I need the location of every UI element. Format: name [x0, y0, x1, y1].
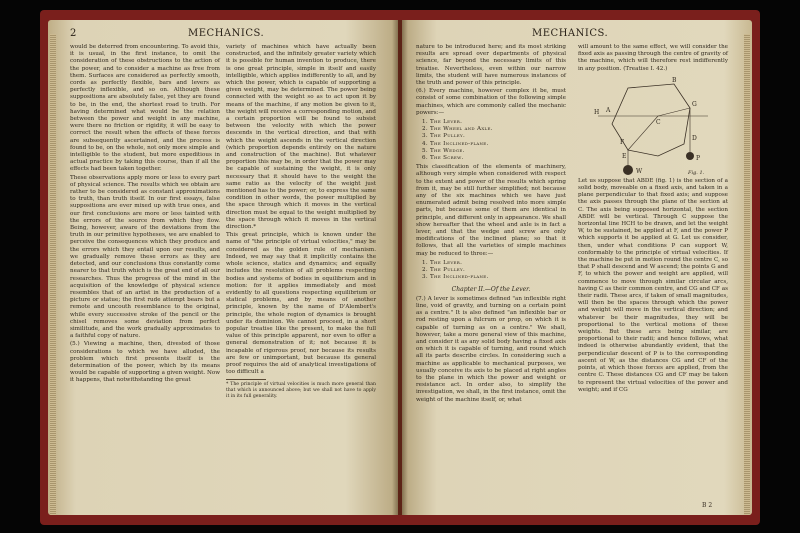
paragraph: This classification of the elements of machinery, although very simple when considered with respect to the extent and power of the results which spring from it, may be still further simplified; not because any of the six machines which we have just enumerated admit being resolved into more simple parts, but because some of them are identical in principle, and different only in appearance. We shall show hereafter that the wheel and axle is in fact a lever, and that the wedge and screw are only modifications of the inclined plane; so that it follows, that all the varieties of simple machines may be reduced to three:—	[416, 164, 566, 257]
chapter-heading: Chapter II.—Of the Lever.	[451, 285, 531, 293]
left-column-2	[226, 44, 376, 401]
paragraph: nature to be introduced here; and its most striking results are spread over departments of physical science, far beyond the necessary limits of this treatise. Nevertheless, even within our narrow limits, the student will have numerous instances of the truth and power of this principle.	[416, 44, 566, 87]
right-column-1	[416, 44, 566, 405]
paragraph: will amount to the same effect, we will consider the fixed axis as passing through the centre of gravity of the machine, which will therefore rest indifferently in any position. (Treatise I. 42.)	[578, 44, 728, 72]
paragraph: variety of machines which have actually been constructed, and the infinitely greater variety which it is possible for human invention to produce, there is one great principle, simple in itself and easily intelligible, which applies indifferently to all, and by which the power, which is capable of supporting a given weight, may be determined. The power being connected with the weight so as to act upon it by means of the machine, if any motion be given to it, the weight will receive a corresponding motion, and a certain proportion will be found to subsist between the velocity with which the power descends in the vertical direction, and that with which the weight ascends in the vertical direction (which proportion depends entirely on the nature and construction of the machine). But whatever proportion this may be, in order that the power may be capable of sustaining the weight, it is only necessary that it should have to the weight the same ratio as the velocity of the weight just mentioned has to the power; or, to express the same condition in other words, the power multiplied by the space through which it moves in the vertical direction must be equal to the weight multiplied by the space through which it moves in the vertical direction.*	[226, 44, 376, 231]
figure-label: C	[656, 118, 661, 126]
list-item: 3. The Pulley.	[422, 133, 466, 140]
list-item: 6. The Screw.	[422, 155, 464, 162]
paragraph: Let us suppose that ABDE (fig. 1) is the section of a solid body, moveable on a fixed axis, and taken in a plane perpendicular to that fixed axis; and suppose the axis passes through the plane of the section at C. The axis being supposed horizontal, the section ABDE will be vertical. Through C suppose the horizontal line HCH to be drawn, and let the weight W, to be sustained, be applied at F, and the power P which supports it be applied at G. Let us consider, then, under what conditions P can support W, conformably to the principle of virtual velocities. If the machine be put in motion round the centre C, so that P shall descend and W ascend; the points G and F, to which the power and weight are applied, will commence to move through similar circular arcs, having C as their common centre, and CG and CF as their radii. These arcs, if taken of small magnitudes, will then be the spaces through which the power and weight will move in the vertical direction; and whatever be their magnitudes, they will be proportional to the vertical motions of these weights. But these arcs being similar, are proportional to their radii; and hence follows, what indeed is otherwise abundantly evident, that the perpendicular descent of P is to the corresponding ascent of W, as the distances CG and CF of the points, at which those forces are applied, from the centre C. These distances CG and CF may be taken to represent the virtual velocities of the power and weight; and if CG	[578, 177, 728, 393]
list-item: 1. The Lever.	[422, 259, 463, 266]
paragraph: (7.) A lever is sometimes defined "an inflexible right line, void of gravity, and turning on a certain point as a centre." It is also defined "an inflexible bar or rod resting upon a fulcrum or prop, on which it is capable of turning as on a centre." We shall, however, take a more general view of this machine, and consider it as any solid body having a fixed axis on which it is capable of turning, and round which all its parts describe circles. In considering such a machine as applicable to mechanical purposes, we usually conceive its axis to be placed at right angles to the plane in which the power and weight or resistance act. In order also, to simplify the investigation, we shall, in the first instance, omit the weight of the machine itself, or, what	[416, 295, 566, 403]
paragraph: (5.) Viewing a machine, then, divested of those considerations to which we have alluded, the problem which first presents itself is the determination of the power, which by its means would be capable of supporting a given weight. Now it happens, that notwithstanding the great	[70, 341, 220, 384]
list-item: 3. The Inclined-plane.	[422, 274, 489, 281]
signature-mark: B 2	[702, 502, 713, 509]
figure-area	[578, 74, 728, 178]
left-page	[48, 20, 398, 515]
paragraph: This great principle, which is known under the name of "the principle of virtual velocities," may be considered as the golden rule of mechanism. Indeed, we may say that it implicitly contains the whole science, statics and dynamics; and equally includes the resolution of all problems respecting bodies and systems of bodies in equilibrium and in motion: for it applies immediately and most evidently to all questions respecting equilibrium or statical problems, and by means of another principle, known by the name of D'Alembert's principle, the whole region of dynamics is brought under its dominion. We cannot proceed, in a short popular treatise like the present, to make the full value of this principle apparent, nor even to offer a general demonstration of it; not because it is incapable of rigorous proof, nor because its results are few or unimportant, but because its general proof requires the aid of analytical investigations of too difficult a	[226, 232, 376, 376]
book-gutter	[392, 20, 408, 515]
left-page-edges	[50, 34, 56, 515]
paragraph: These observations apply more or less to every part of physical science. The results which we obtain are rather to be considered as constant approximations to truth, than truth itself. In our first essays, false suppositions are ever mixed up with true ones, and our first conclusions are more or less tainted with the errors of the source from which they flow. Being, however, aware of the deviations from the truth in our primitive hypotheses, we are enabled to perceive the consequences which they produce and the errors which they entail upon our results, and we gradually remove these errors as they are detected, and our conclusions thus constantly come nearer to that truth which is the great end of all our researches. Thus the progress of the mind in the acquisition of the knowledge of physical science resembles that of an artist in the production of a picture or statue; the first rude attempt bears but a remote and uncouth resemblance to the original, while every successive stroke of the pencil or the chisel removes some deviation from perfect similitude, and the work gradually approximates to a faithful copy of nature.	[70, 174, 220, 340]
paragraph: would be deterred from encountering. To avoid this, it is usual, in the first instance, to omit the consideration of these obstructions to the action of the power, and to consider a machine as free from them. Surfaces are considered as perfectly smooth, cords as perfectly flexible, bars and levers as perfectly inflexible, and so on. Although these suppositions are absolutely false, yet they are found to be, in the end, the shortest road to truth. For having determined what would be the relation between the power and weight in any machine, were there no friction or rigidity, it will be easy to correct the result when the effects of these forces are subsequently ascertained, and the process is found to be, on the whole, not only more simple and intelligible to the student, but more expeditious in actual practice by taking this course, than if all the effects had been taken together.	[70, 44, 220, 173]
list-item: 2. The Wheel and Axle.	[422, 126, 493, 133]
right-column-2	[578, 44, 728, 395]
right-page-edges	[744, 34, 750, 515]
figure-label: P	[696, 154, 701, 162]
right-running-head: MECHANICS.	[532, 28, 609, 39]
figure-label: B	[672, 76, 677, 84]
open-book	[40, 10, 760, 525]
figure-label: G	[692, 100, 697, 108]
footnote-rule	[226, 379, 266, 380]
reduced-machines-list	[422, 260, 566, 282]
list-item: 4. The Inclined-plane.	[422, 140, 489, 147]
left-page-number: 2	[70, 28, 77, 39]
list-item: 1. The Lever.	[422, 119, 463, 126]
figure-label: H	[594, 108, 600, 116]
right-page	[402, 20, 752, 515]
left-column-1	[70, 44, 220, 386]
mechanic-powers-list	[422, 119, 566, 162]
figure-label: F	[620, 138, 625, 146]
figure-caption: Fig. 1.	[688, 169, 705, 176]
figure-label: A	[606, 106, 611, 114]
figure-label: W	[636, 167, 643, 175]
figure-label: E	[622, 152, 627, 160]
list-item: 5. The Wedge.	[422, 147, 465, 154]
figure-label: D	[692, 134, 697, 142]
lever-figure	[578, 74, 728, 178]
list-item: 2. The Pulley.	[422, 267, 466, 274]
paragraph: (6.) Every machine, however complex it be, must consist of some combination of the following simple machines, which are commonly called the mechanic powers:—	[416, 88, 566, 116]
footnote: * The principle of virtual velocities is much more general than that which is announced above; but we shall not have to apply it in its full generality.	[226, 382, 376, 399]
left-running-head: MECHANICS.	[188, 28, 265, 39]
